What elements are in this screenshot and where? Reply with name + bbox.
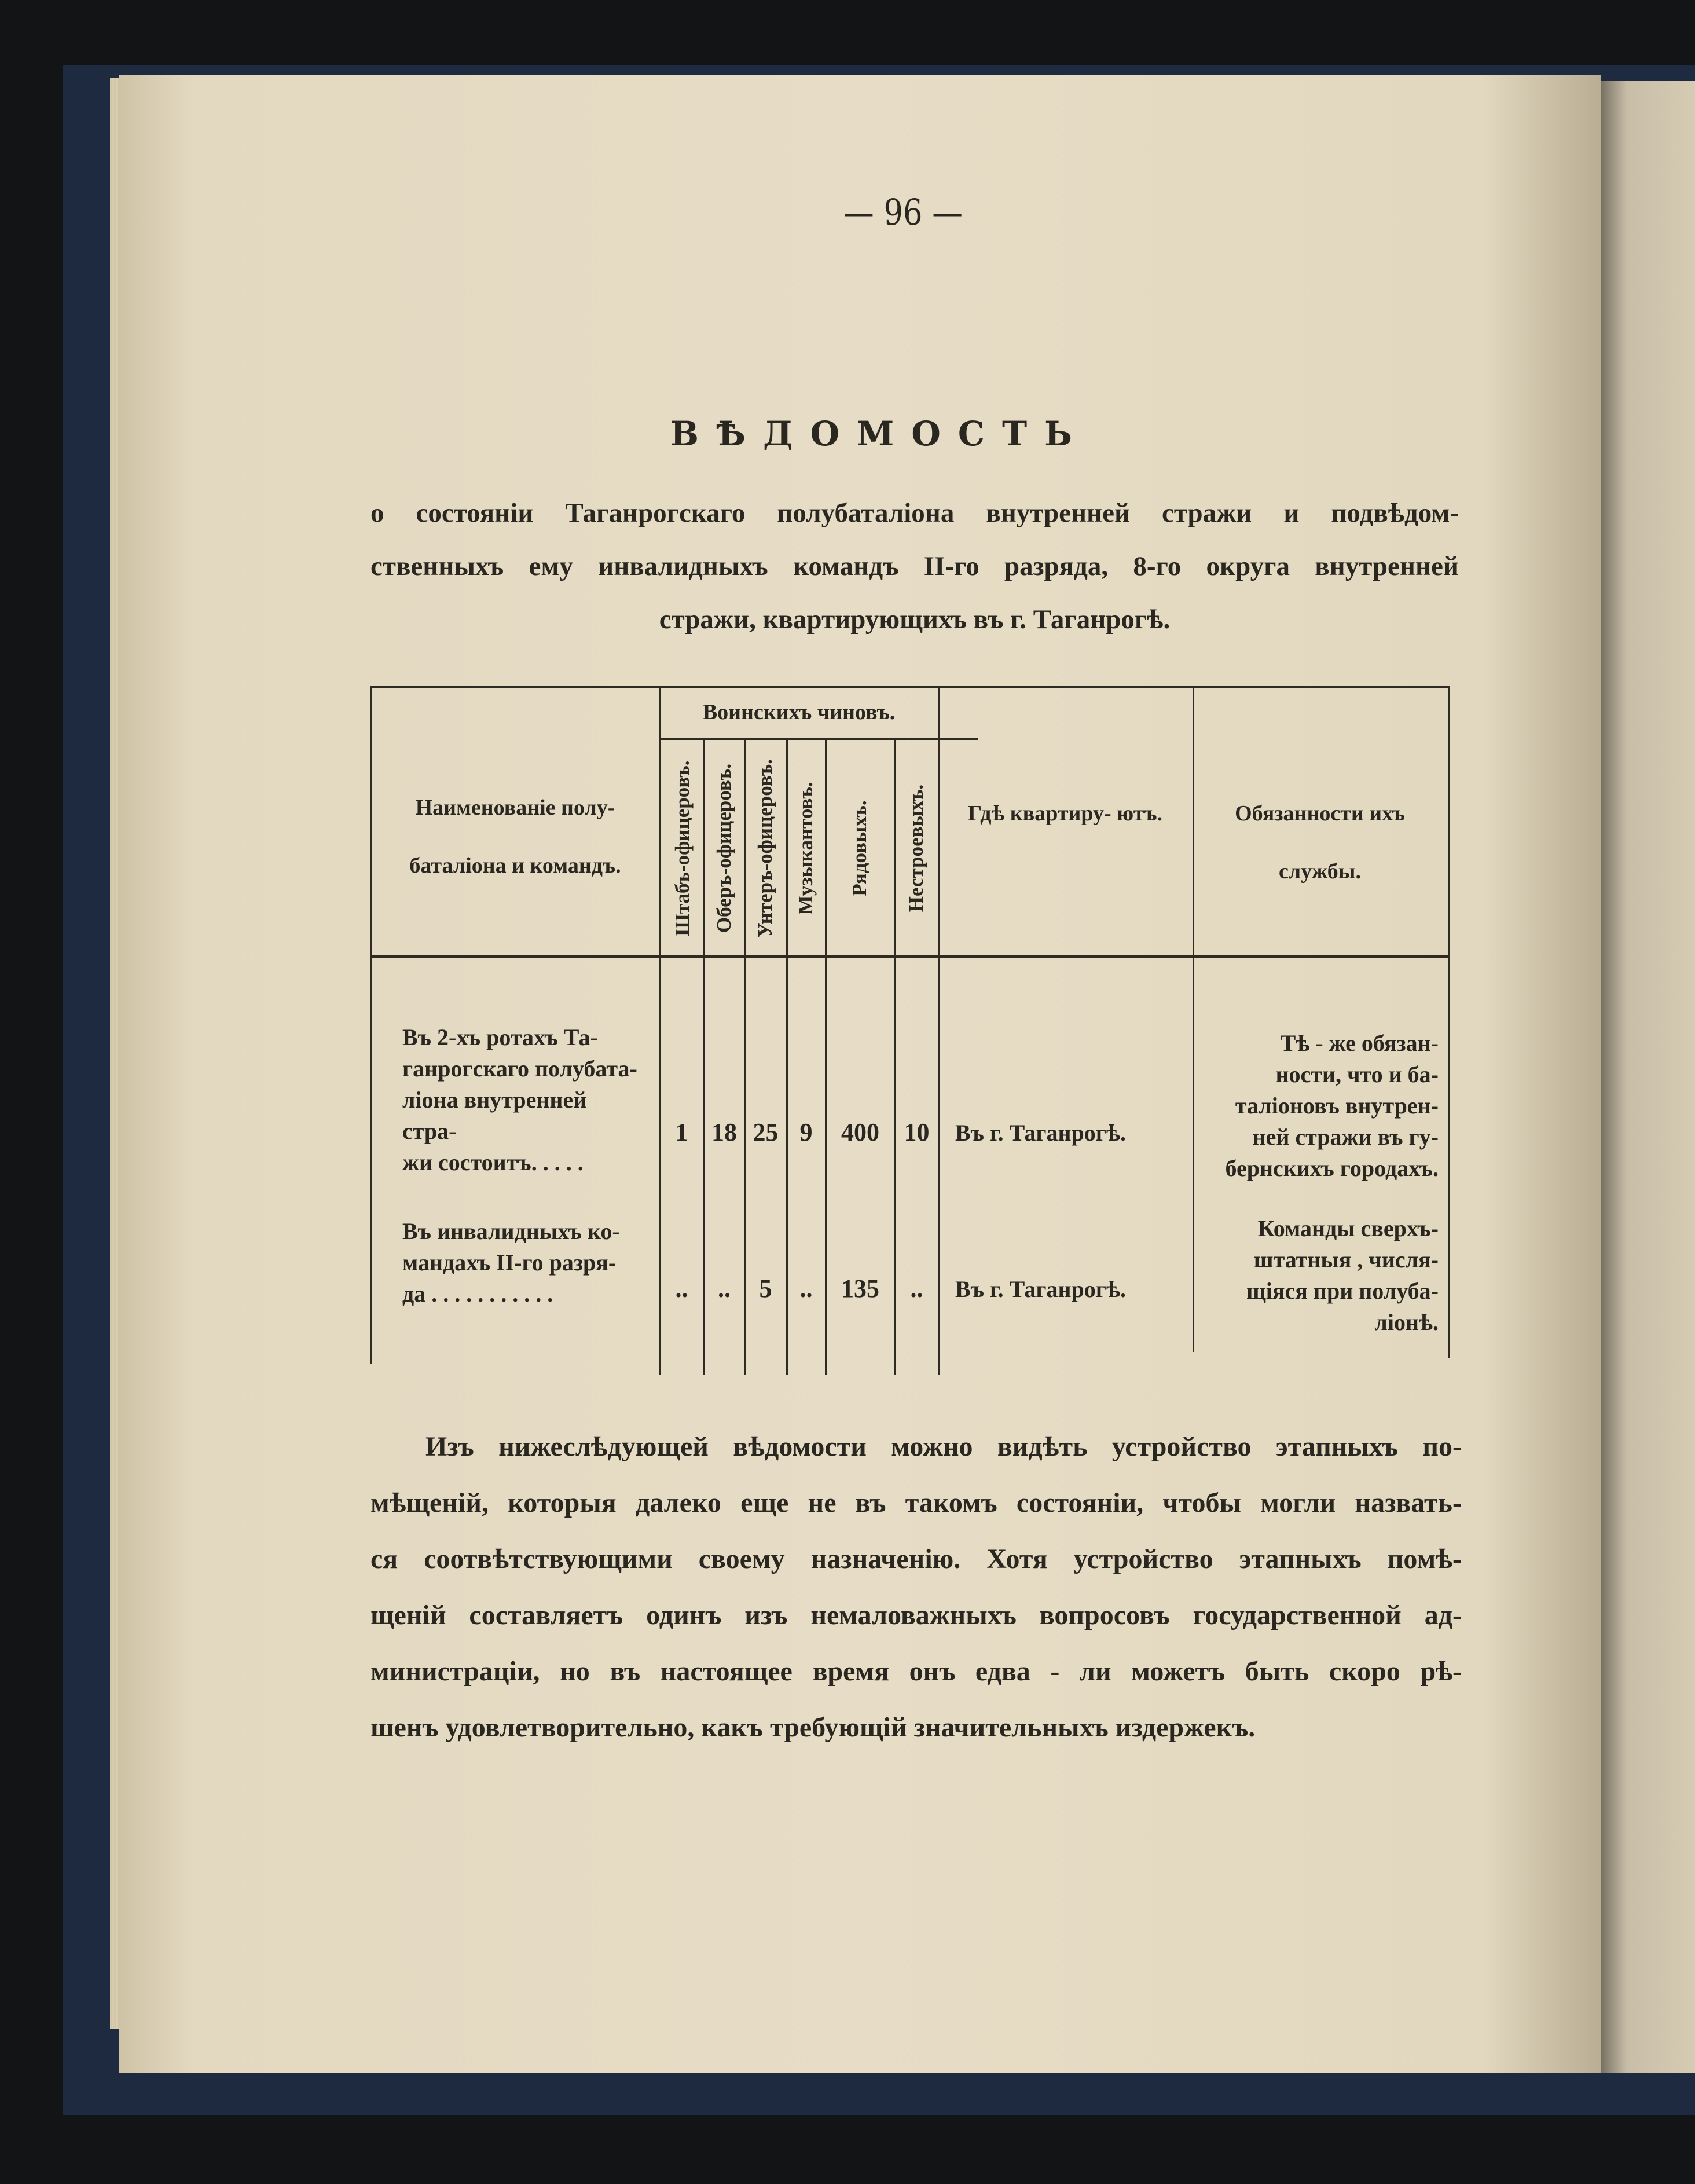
row-name-line: Въ 2-хъ ротахъ Та- — [402, 1024, 598, 1050]
row-name-line: ганрогскаго полубата- — [402, 1056, 637, 1082]
duties-line: щіяся при полуба- — [1246, 1278, 1439, 1304]
header-chief-officers: Оберъ-офицеровъ. — [713, 763, 735, 933]
document-subtitle — [370, 486, 1459, 646]
row1-duties — [1204, 1028, 1439, 1184]
page-number: — 96 — — [843, 191, 963, 233]
row1-chief-officers: 18 — [711, 1118, 737, 1146]
column-rule — [1193, 686, 1194, 1352]
body-line: шенъ удовлетворительно, какъ требующій значительныхъ издержекъ. — [370, 1712, 1256, 1743]
table-left-rule — [370, 686, 372, 1364]
subtitle-line: ственныхъ ему инвалидныхъ командъ II-го разряда, 8-го округа внутренней — [370, 551, 1459, 581]
document-title: ВѢДОМОСТЬ — [670, 414, 1090, 453]
row2-duties — [1204, 1213, 1439, 1338]
body-line: щеній составляетъ одинъ изъ немаловажныхъ вопросовъ государственной ад- — [370, 1600, 1462, 1630]
duties-line: бернскихъ городахъ. — [1225, 1155, 1439, 1181]
header-group: Воинскихъ чиновъ. — [702, 700, 896, 724]
row1-staff-officers: 1 — [675, 1118, 688, 1146]
group-header-rule — [660, 738, 978, 740]
duties-line: ліонѣ. — [1374, 1309, 1439, 1335]
row2-musicians: .. — [799, 1274, 813, 1303]
duties-line: Тѣ - же обязан- — [1280, 1030, 1439, 1056]
header-staff-officers: Штабъ-офицеровъ. — [671, 760, 694, 936]
body-line: ся соотвѣтствующими своему назначенію. Хотя устройство этапныхъ помѣ- — [370, 1544, 1462, 1574]
row2-quarters: Въ г. Таганрогѣ. — [955, 1276, 1126, 1302]
duties-line: ности, что и ба- — [1275, 1061, 1439, 1087]
header-duties: Обязанности ихъ службы. — [1235, 801, 1405, 884]
row-name-line: мандахъ II-го разря- — [402, 1249, 617, 1276]
row2-non-combatants: .. — [910, 1274, 923, 1303]
body-paragraph — [370, 1419, 1462, 1756]
row-name-line: ліона внутренней стра- — [402, 1087, 587, 1144]
header-quarters: Гдѣ квартиру- ютъ. — [967, 801, 1163, 826]
facing-page-edge — [1598, 81, 1695, 2073]
header-non-commissioned-officers: Унтеръ-офицеровъ. — [754, 758, 776, 938]
duties-line: Команды сверхъ- — [1257, 1215, 1439, 1241]
duties-line: ней стражи въ гу- — [1252, 1124, 1439, 1150]
row1-non-combatants: 10 — [904, 1118, 930, 1146]
header-non-combatants: Нестроевыхъ. — [905, 784, 927, 913]
body-line: мѣщеній, которыя далеко еще не въ такомъ состояніи, чтобы могли назвать- — [370, 1487, 1462, 1518]
header-name: Наименованіе полу- баталіона и командъ. — [409, 796, 621, 878]
body-line: министраціи, но въ настоящее время онъ едва - ли можетъ быть скоро рѣ- — [370, 1656, 1462, 1687]
row2-name — [402, 1216, 645, 1310]
row-name-line: Въ инвалидныхъ ко- — [402, 1218, 620, 1244]
row-name-line: да . . . . . . . . . . . — [402, 1281, 553, 1307]
subtitle-line: о состояніи Таганрогскаго полубаталіона внутренней стражи и подвѣдом- — [370, 498, 1459, 528]
table-right-rule — [1448, 686, 1450, 1358]
column-rule — [938, 686, 940, 1375]
row2-chief-officers: .. — [718, 1274, 731, 1303]
row-name-line: жи состоитъ. . . . . — [402, 1149, 584, 1175]
row1-quarters: Въ г. Таганрогѣ. — [955, 1120, 1126, 1146]
header-privates: Рядовыхъ. — [848, 800, 871, 896]
body-line: Изъ нижеслѣдующей вѣдомости можно видѣть устройство этапныхъ по- — [425, 1431, 1462, 1462]
row2-nco: 5 — [759, 1274, 772, 1303]
row1-musicians: 9 — [799, 1118, 813, 1146]
header-musicians: Музыкантовъ. — [794, 782, 817, 915]
row1-privates: 400 — [841, 1118, 879, 1146]
statement-table — [370, 686, 1450, 1375]
duties-line: штатныя , числя- — [1253, 1247, 1439, 1273]
column-rule — [659, 686, 661, 1375]
row2-staff-officers: .. — [675, 1274, 688, 1303]
duties-line: таліоновъ внутрен- — [1235, 1093, 1439, 1119]
row1-name — [402, 1022, 645, 1178]
row2-privates: 135 — [841, 1274, 879, 1303]
subtitle-line: стражи, квартирующихъ въ г. Таганрогѣ. — [659, 604, 1171, 635]
row1-nco: 25 — [753, 1118, 779, 1146]
